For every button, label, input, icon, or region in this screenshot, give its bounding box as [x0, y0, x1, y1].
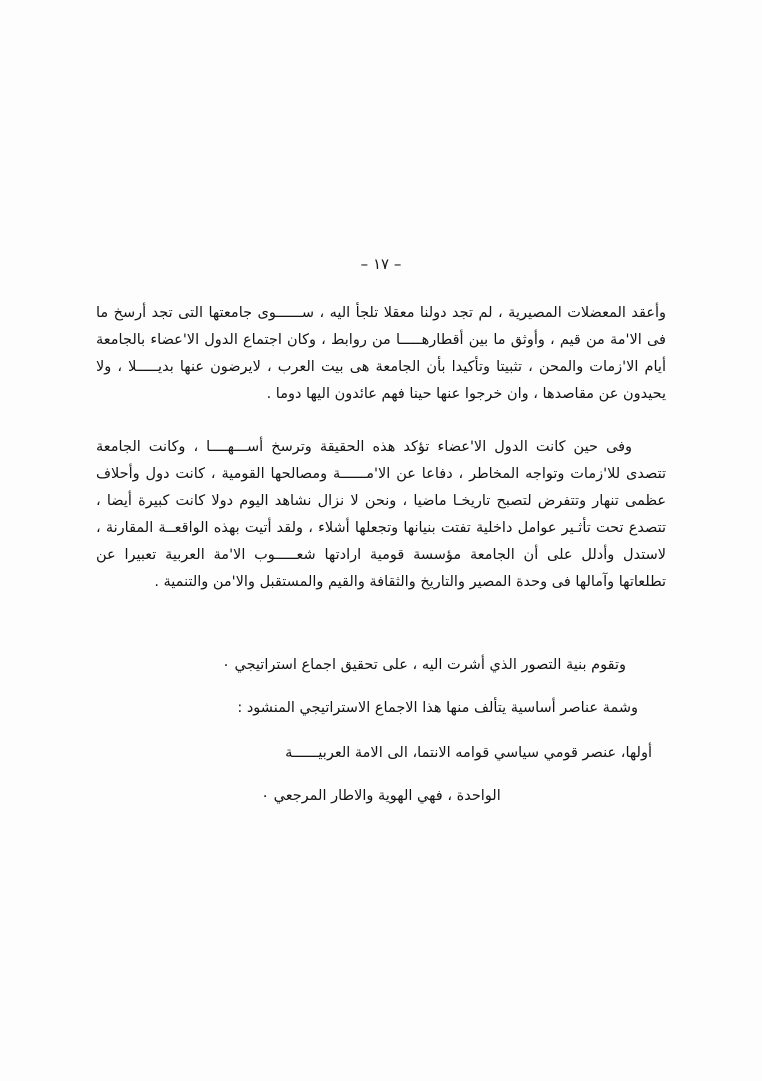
line-3: أولها، عنصر قومي سياسي قوامه الانتما، الى الامة العربيــــــة: [285, 745, 652, 761]
page-content: [96, 300, 666, 826]
line-1: وتقوم بنية التصور الذي أشرت اليه ، على تحقيق اجماع استراتيجي ٠: [222, 657, 626, 673]
line-2: وشمة عناصر أساسية يتألف منها هذا الاجماع الاستراتيجي المنشود :: [237, 700, 638, 716]
paragraph-2: وفى حين كانت الدول الا'عضاء تؤكد هذه الحقيقة وترسخ أســـهــــا ، وكانت الجامعة تتصدى للا'زمات وتواجه المخاطر ، دفاعا عن الا'مــــــة ومصالحها القومية ، كانت دول وأحلاف عظمى تنهار وتتفرض لتصبح تاريخـا ماضيا ، ونحن لا نزال نشاهد اليوم دولا كانت كبيرة أيضا ، تتصدع تحت تأثـير عوامل داخلية تفتت بنيانها وتجعلها أشلاء ، ولقد أتيت بهذه الواقعــة المقارنة ، لاستدل وأدلل على أن الجامعة مؤسسة قومية ارادتها شعـــــوب الا'مة العربية تعبيرا عن تطلعاتها وآمالها فى وحدة المصير والتاريخ والثقافة والقيم والمستقبل والا'من والتنمية .: [96, 439, 666, 590]
line-4: الواحدة ، فهي الهوية والاطار المرجعي ٠: [261, 788, 501, 804]
paragraph-spacer: [96, 614, 666, 624]
paragraph-1: وأعقد المعضلات المصيرية ، لم تجد دولنا معقلا تلجأ اليه ، ســــــوى جامعتها التى تجد أرسخ ما فى الا'مة من قيم ، وأوثق ما بين أقطارهـــــا من روابط ، وكان اجتماع الدول الا'عضاء بالجامعة أيام الا'زمات والمحن ، تثبيتا وتأكيدا بأن الجامعة هى بيت العرب ، لايرضون عنها بديـــــلا ، ولا يحيدون عن مقاصدها ، وان خرجوا عنها حينا فهم عائدون اليها دوما .: [96, 305, 666, 402]
page-number: – ١٧ –: [360, 255, 402, 273]
